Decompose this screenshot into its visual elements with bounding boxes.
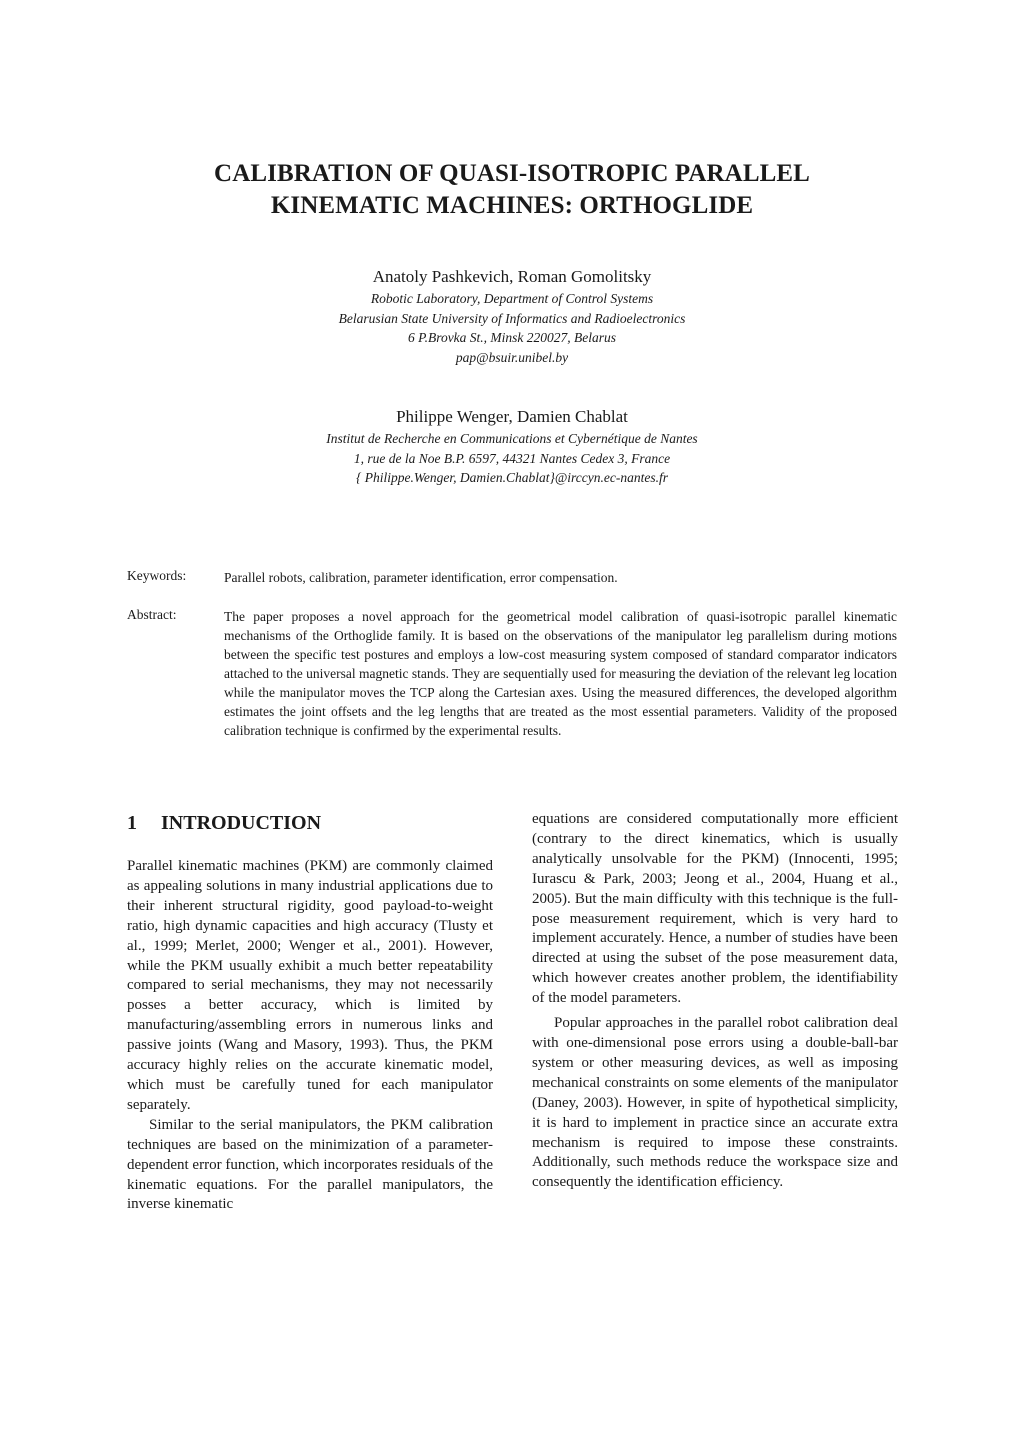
paragraph: Popular approaches in the parallel robot calibration deal with one-dimensional pose errors using a double-ball-bar system or other measuring devices, as well as imposing mechanical constraints on some elements of the manipulator (Daney, 2003). However, in spite of hypothetical simplicity, it is hard to implement in practice since an accurate extra mechanism is required to impose these constraints. Additionally, such methods reduce the workspace size and consequently the identification efficiency. <box>532 1015 898 1191</box>
paragraph: equations are considered computationally more efficient (contrary to the direct kinematics, which is usually analytically unsolvable for the PKM) (Innocenti, 1995; Iurascu & Park, 2003; Jeong et al., 2004, Huang et al., 2005). But the main difficulty with this technique is the full-pose measurement requirement, which is very hard to implement accurately. Hence, a number of studies have been directed at using the subset of the pose measurement data, which however creates another problem, the identifiability of the model parameters. <box>532 811 898 1007</box>
section-heading <box>127 811 493 835</box>
author-group-2 <box>100 406 924 488</box>
title-line-2: KINEMATIC MACHINES: ORTHOGLIDE <box>270 192 754 219</box>
paragraph: Parallel kinematic machines (PKM) are commonly claimed as appealing solutions in many industrial applications due to their inherent structural rigidity, good payload-to-weight ratio, high dynamic capacities and high accuracy (Tlusty et al., 1999; Merlet, 2000; Wenger et al., 2001). However, while the PKM usually exhibit a much better repeatability compared to serial mechanisms, they may not necessarily posses a better accuracy, which is limited by manufacturing/assembling errors in numerous links and passive joints (Wang and Masory, 1993). Thus, the PKM accuracy highly relies on the accurate kinematic model, which must be carefully tuned for each manipulator separately. <box>127 858 493 1113</box>
affiliation-line: 6 P.Brovka St., Minsk 220027, Belarus <box>407 330 617 345</box>
keywords-text: Parallel robots, calibration, parameter identification, error compensation. <box>224 570 618 585</box>
left-column <box>127 811 493 1215</box>
title-line-1: CALIBRATION OF QUASI-ISOTROPIC PARALLEL <box>214 160 810 187</box>
affiliation-line: Institut de Recherche en Communications et Cybernétique de Nantes <box>326 431 698 446</box>
keywords-label: Keywords: <box>127 568 187 583</box>
author-email: pap@bsuir.unibel.by <box>455 349 569 365</box>
affiliation-line: 1, rue de la Noe B.P. 6597, 44321 Nantes Cedex 3, France <box>353 450 671 466</box>
section-number: 1 <box>127 812 137 834</box>
abstract-label: Abstract: <box>127 607 177 622</box>
author-group-1 <box>100 266 924 367</box>
abstract-text: The paper proposes a novel approach for the geometrical model calibration of quasi-isotropic parallel kinematic mechanisms of the Orthoglide family. It is based on the observations of the manipulator leg parallelism during motions between the specific test postures and employs a low-cost measuring system composed of standard comparator indicators attached to the universal magnetic stands. They are sequentially used for measuring the deviation of the relevant leg location while the manipulator moves the TCP along the Cartesian axes. Using the measured differences, the developed algorithm estimates the joint offsets and the leg lengths that are treated as the most essential parameters. Validity of the proposed calibration technique is confirmed by the experimental results. <box>224 609 897 738</box>
author-names: Anatoly Pashkevich, Roman Gomolitsky <box>372 267 652 286</box>
right-column <box>532 810 898 1193</box>
section-title: INTRODUCTION <box>161 812 322 834</box>
author-email: { Philippe.Wenger, Damien.Chablat}@irccyn.ec-nantes.fr <box>355 470 669 485</box>
paragraph: Similar to the serial manipulators, the PKM calibration techniques are based on the minimization of a parameter-dependent error function, which incorporates residuals of the kinematic equations. For the parallel manipulators, the inverse kinematic <box>127 1116 493 1213</box>
paper-title <box>100 158 924 222</box>
affiliation-line: Belarusian State University of Informatics and Radioelectronics <box>338 310 686 326</box>
affiliation-line: Robotic Laboratory, Department of Control Systems <box>370 291 654 306</box>
author-names: Philippe Wenger, Damien Chablat <box>396 407 628 426</box>
